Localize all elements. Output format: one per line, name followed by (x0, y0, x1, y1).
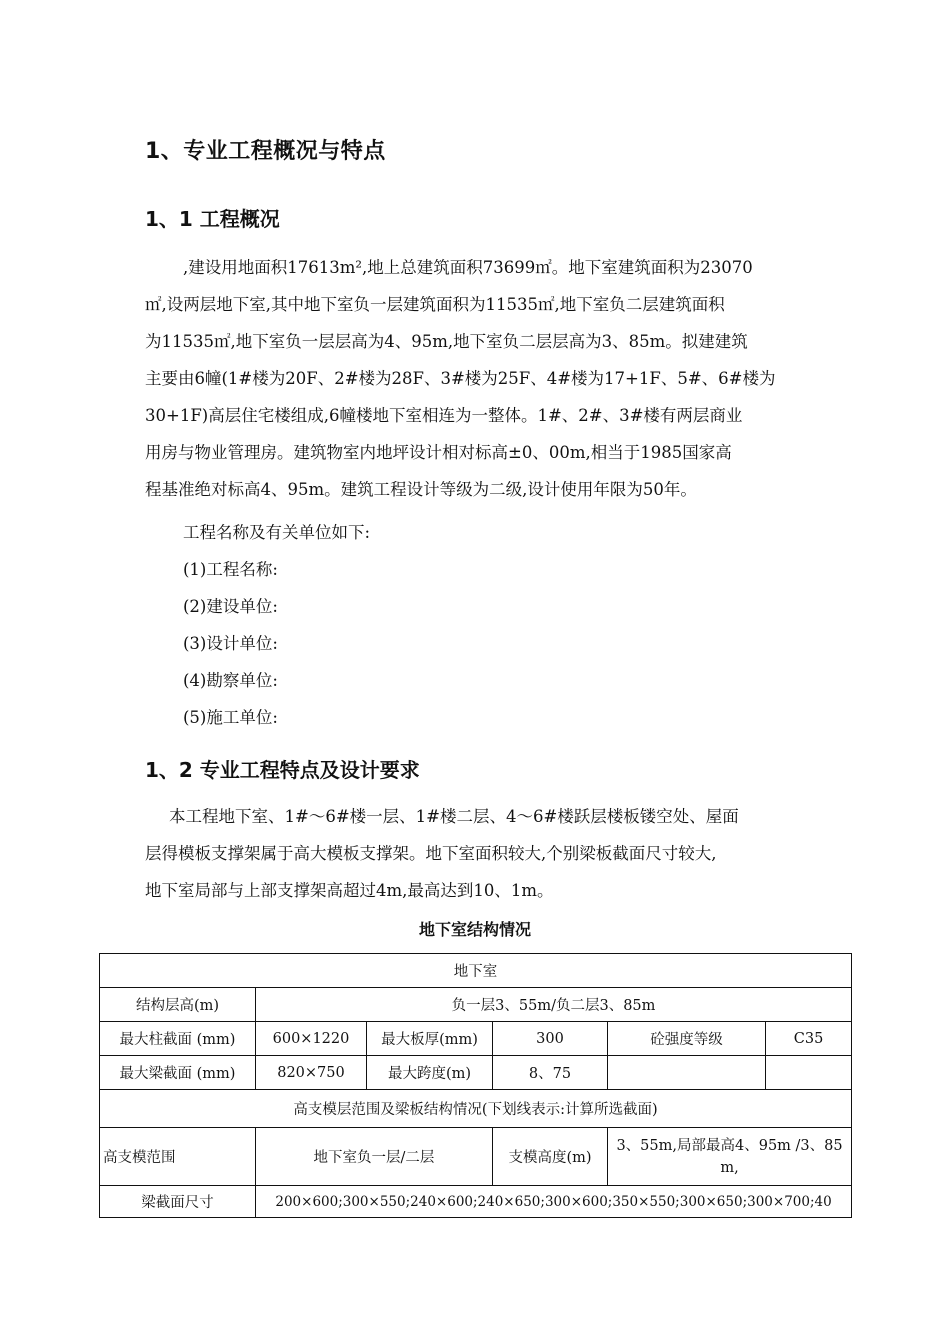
unit-designer: (3)设计单位: (183, 634, 278, 653)
overview-line: 程基准绝对标高4、95m。建筑工程设计等级为二级,设计使用年限为50年。 (145, 480, 697, 499)
table-cell: 300 (493, 1022, 608, 1056)
features-line: 本工程地下室、1#～6#楼一层、1#楼二层、4～6#楼跃层楼板镂空处、屋面 (169, 807, 739, 826)
unit-developer: (2)建设单位: (183, 597, 278, 616)
section-1-heading: 1、专业工程概况与特点 (145, 139, 386, 164)
table-row (100, 1090, 852, 1128)
unit-surveyor: (4)勘察单位: (183, 671, 278, 690)
table-cell: 梁截面尺寸 (100, 1186, 256, 1218)
table-cell: 200×600;300×550;240×600;240×650;300×600;350×550;300×650;300×700;40 (256, 1186, 852, 1218)
table-cell: 3、55m,局部最高4、95m /3、85m, (608, 1128, 852, 1186)
table-cell: 8、75 (493, 1056, 608, 1090)
overview-line: ,建设用地面积17613m²,地上总建筑面积73699㎡。地下室建筑面积为23070 (183, 258, 753, 277)
table-row (100, 954, 852, 988)
table-cell (608, 1056, 766, 1090)
table-header-cell: 地下室 (100, 954, 852, 988)
table-cell: 砼强度等级 (608, 1022, 766, 1056)
table-cell: 地下室负一层/二层 (256, 1128, 493, 1186)
table-cell: 最大柱截面 (mm) (100, 1022, 256, 1056)
overview-line: 为11535㎡,地下室负一层层高为4、95m,地下室负二层层高为3、85m。拟建建筑 (145, 332, 748, 351)
table-cell: 高支模范围 (100, 1128, 256, 1186)
table-cell: 600×1220 (256, 1022, 367, 1056)
table-row (100, 988, 852, 1022)
unit-project-name: (1)工程名称: (183, 560, 278, 579)
features-line: 地下室局部与上部支撑架高超过4m,最高达到10、1m。 (145, 881, 554, 900)
table-cell: 820×750 (256, 1056, 367, 1090)
features-line: 层得模板支撑架属于高大模板支撑架。地下室面积较大,个别梁板截面尺寸较大, (145, 844, 717, 863)
section-1-2-heading: 1、2 专业工程特点及设计要求 (145, 758, 420, 782)
overview-line: 30+1F)高层住宅楼组成,6幢楼地下室相连为一整体。1#、2#、3#楼有两层商业 (145, 406, 743, 425)
section-1-1-heading: 1、1 工程概况 (145, 207, 280, 231)
overview-line: ㎡,设两层地下室,其中地下室负一层建筑面积为11535㎡,地下室负二层建筑面积 (145, 295, 725, 314)
table-cell (766, 1056, 852, 1090)
table-row (100, 1022, 852, 1056)
table-cell: 支模高度(m) (493, 1128, 608, 1186)
table-cell: 最大跨度(m) (367, 1056, 493, 1090)
overview-paragraph (145, 249, 805, 508)
table-cell: 负一层3、55m/负二层3、85m (256, 988, 852, 1022)
unit-contractor: (5)施工单位: (183, 708, 278, 727)
table-row (100, 1186, 852, 1218)
units-intro: 工程名称及有关单位如下: (183, 523, 371, 542)
table-row (100, 1128, 852, 1186)
table-caption: 地下室结构情况 (418, 920, 531, 939)
table-cell: 结构层高(m) (100, 988, 256, 1022)
table-cell: C35 (766, 1022, 852, 1056)
overview-line: 主要由6幢(1#楼为20F、2#楼为28F、3#楼为25F、4#楼为17+1F、5#、6#楼为 (145, 369, 776, 388)
table-cell: 最大板厚(mm) (367, 1022, 493, 1056)
table-cell: 最大梁截面 (mm) (100, 1056, 256, 1090)
features-paragraph (145, 798, 805, 909)
basement-structure-table (99, 953, 852, 1218)
overview-line: 用房与物业管理房。建筑物室内地坪设计相对标高±0、00m,相当于1985国家高 (145, 443, 732, 462)
table-section-cell: 高支模层范围及梁板结构情况(下划线表示:计算所选截面) (100, 1090, 852, 1128)
table-row (100, 1056, 852, 1090)
